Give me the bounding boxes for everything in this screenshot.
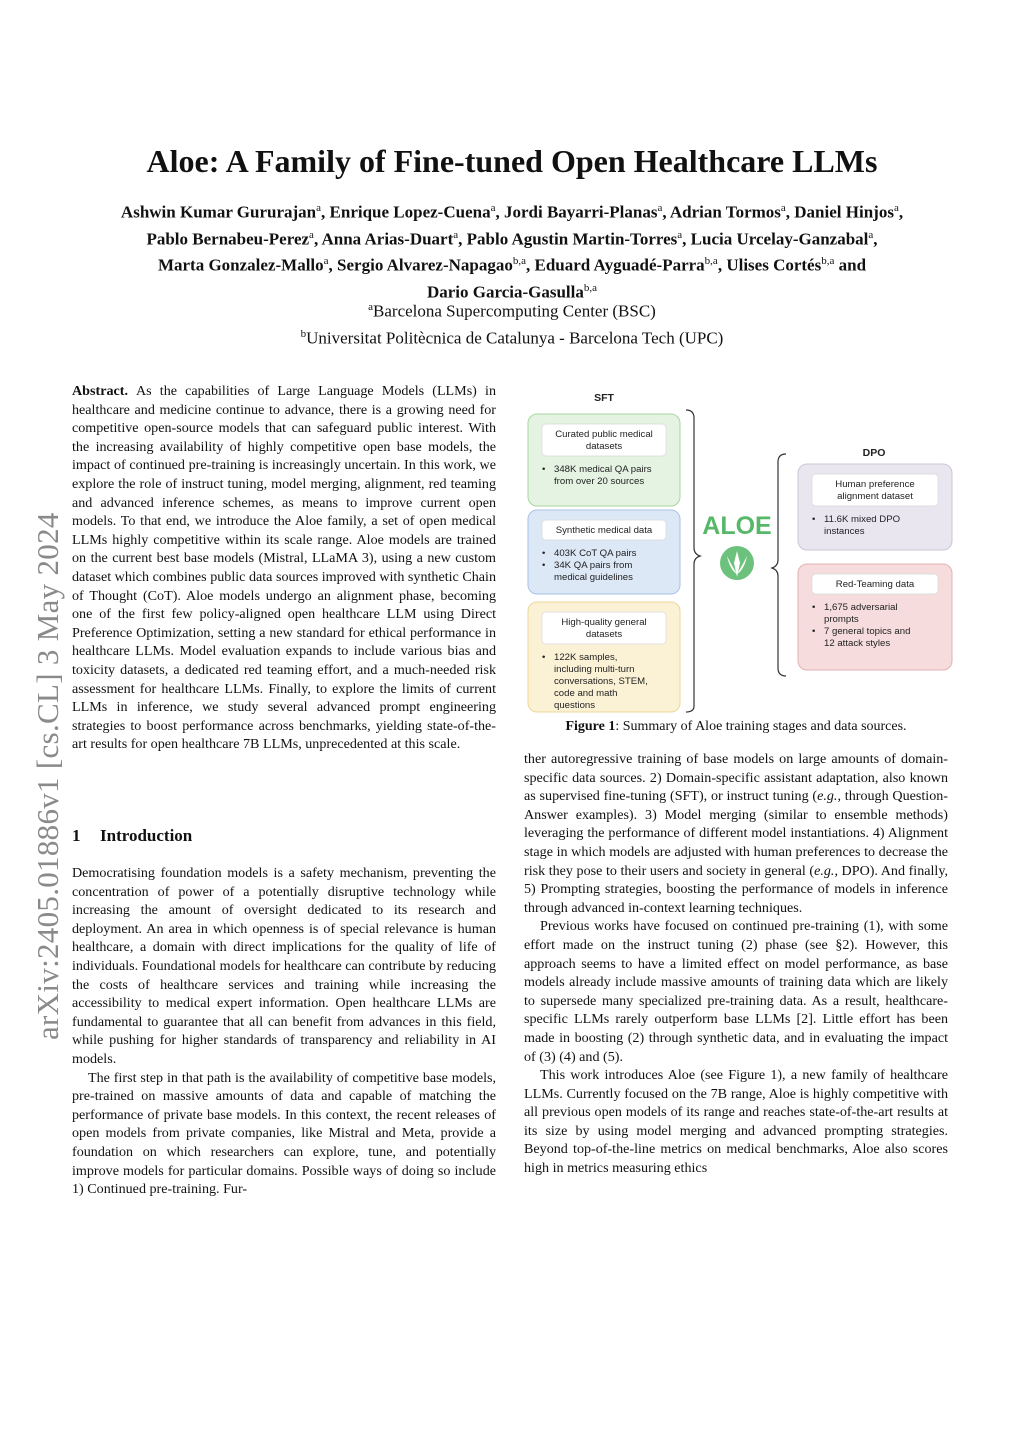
aloe-logo-icon xyxy=(720,546,754,580)
author-affiliation-mark: a xyxy=(780,202,786,214)
dpo-boxes xyxy=(798,464,952,670)
box-title: Curated public medical xyxy=(555,429,653,440)
box-bullet: from over 20 sources xyxy=(554,476,645,487)
author: Enrique Lopez-Cuena xyxy=(329,202,491,222)
bullet-icon: • xyxy=(812,514,816,525)
author: Ashwin Kumar Gururajan xyxy=(120,202,317,222)
author: Anna Arias-Duart xyxy=(321,229,454,249)
dpo-bracket xyxy=(772,454,786,676)
author-affiliation-mark: a xyxy=(453,228,459,241)
affiliation-name: Barcelona Supercomputing Center (BSC) xyxy=(373,301,656,321)
bullet-icon: • xyxy=(542,652,546,663)
figure-caption-label: Figure 1 xyxy=(565,719,616,734)
bullet-icon: • xyxy=(812,626,816,637)
section-title: Introduction xyxy=(100,826,193,845)
figure-caption-text: : Summary of Aloe training stages and data sources. xyxy=(615,719,907,734)
data-source-box xyxy=(798,464,952,550)
affiliation xyxy=(60,323,964,350)
box-bullet: 122K samples, xyxy=(554,652,618,663)
box-bullet: instances xyxy=(824,526,865,537)
box-title: High-quality general xyxy=(561,617,647,628)
introduction-heading xyxy=(72,827,496,846)
box-bullet: conversations, STEM, xyxy=(554,676,648,687)
sft-bracket xyxy=(686,410,700,712)
section-number: 1 xyxy=(72,826,81,845)
and-word: and xyxy=(838,255,867,275)
box-bullet: 11.6K mixed DPO xyxy=(824,514,901,525)
box-bullet: 7 general topics and xyxy=(824,626,911,637)
figure-1-diagram xyxy=(524,388,958,716)
paragraph: The first step in that path is the availability of competitive base models, pre-trained on massive amounts of data and capable of matching the performance of private base models. In this context, the recent releases of open models from private companies, like Mistral and Meta, provide a foundation on which researchers can explore, tune, and potentially improve models for particular domains. Possible ways of doing so include 1) Continued pre-training. Fur- xyxy=(72,1069,496,1198)
author-affiliation-mark: a xyxy=(657,202,663,214)
author: Pablo Bernabeu-Perez xyxy=(146,229,310,249)
data-source-box xyxy=(798,564,952,670)
data-source-box xyxy=(528,414,680,506)
box-bullet: medical guidelines xyxy=(554,572,633,583)
box-bullet: 403K CoT QA pairs xyxy=(554,548,637,559)
affiliation-name: Universitat Politècnica de Catalunya - Barcelona Tech (UPC) xyxy=(306,328,724,348)
author-list: Ashwin Kumar Gururajan$^a$, Enrique Lopez-Cuena$^a$, Jordi Bayarri-Planas$^a$, Adrian Tormos$^a$, Daniel Hinjos$^a$, Pablo Bernabeu-Perez$^a$, Anna Arias-Duart$^a$, Pablo Agustin Martin-Torres$^a$, Lucia Urcelay-Ganzabal$^a$, Marta Gonzalez-Mallo$^a$, Sergio Alvarez-Napagao$^{b,a}$, Eduard Ayguadé-Parra$^{b,a}$, Ulises Cortés$^{b,a}$ and Dario Garcia-Gasulla$^{b,a}$ xyxy=(120,202,904,302)
author-affiliation-mark: a xyxy=(316,202,322,214)
paper-title: Aloe: A Family of Fine-tuned Open Healthcare LLMs xyxy=(146,143,878,179)
author-affiliation-mark: a xyxy=(323,255,329,268)
box-bullet: 34K QA pairs from xyxy=(554,560,633,571)
box-bullet: 12 attack styles xyxy=(824,638,891,649)
author-affiliation-mark: b,a xyxy=(583,281,598,294)
box-bullet: code and math xyxy=(554,688,618,699)
data-source-box xyxy=(528,510,680,594)
box-title: datasets xyxy=(585,629,623,640)
bullet-icon: • xyxy=(542,560,546,571)
box-title: Synthetic medical data xyxy=(555,525,653,536)
box-bullet: questions xyxy=(554,700,596,711)
affiliation-mark: b xyxy=(300,327,307,340)
author-affiliation-mark: a xyxy=(868,228,874,241)
affiliations xyxy=(60,296,964,349)
author-affiliation-mark: a xyxy=(893,202,899,214)
author: Pablo Agustin Martin-Torres xyxy=(466,229,678,249)
author: Jordi Bayarri-Planas xyxy=(503,202,658,222)
sft-label: SFT xyxy=(594,392,614,404)
paragraph: ther autoregressive training of base models on large amounts of domain-specific data sources. 2) Domain-specific assistant adaptation, also known as supervised fine-tuning (SFT), or instruct tuning (e.g., through Question-Answer examples). 3) Model merging (similar to ensemble methods) leveraging the performance of different model instantiations. 4) Alignment stage in which models are adjusted with human preferences to decrease the risk they pose to their users and society in general (e.g., DPO). And finally, 5) Prompting strategies, boosting the performance of models in inference through advanced in-context learning techniques. xyxy=(524,751,949,916)
author: Eduard Ayguadé-Parra xyxy=(534,255,705,275)
author-affiliation-mark: b,a xyxy=(704,255,718,268)
dpo-label: DPO xyxy=(862,447,886,459)
author: Lucia Urcelay-Ganzabal xyxy=(690,229,869,249)
bullet-icon: • xyxy=(542,548,546,559)
paragraph: Previous works have focused on continued pre-training (1), with some effort made on the instruct tuning (2) phase (see §2). However, this approach seems to have a limited effect on model performance, as base models already include massive amounts of training data which are likely to supersede many specialized pre-training data. As a result, healthcare-specific LLMs rarely outperform base LLMs [2]. Little effort has been made in boosting (2) through synthetic data, and in evaluating the impact of (3) (4) and (5). xyxy=(524,918,948,1065)
author: Adrian Tormos xyxy=(669,202,781,222)
author-affiliation-mark: a xyxy=(677,228,683,241)
author: Dario Garcia-Gasulla xyxy=(426,282,584,302)
affiliation-mark: a xyxy=(368,301,374,313)
author-affiliation-mark: b,a xyxy=(821,255,835,268)
data-source-box xyxy=(528,602,680,712)
author: Sergio Alvarez-Napagao xyxy=(337,255,513,275)
paragraph: This work introduces Aloe (see Figure 1), a new family of healthcare LLMs. Currently focused on the 7B range, Aloe is highly competitive with all previous open models of its range and reaches state-of-the-art results at its size by using model merging and advanced prompting strategies. Beyond top-of-the-line metrics on medical benchmarks, Aloe also scores high in metrics measuring ethics xyxy=(524,1067,948,1177)
introduction-right-text xyxy=(524,750,948,1178)
box-bullet: prompts xyxy=(824,614,859,625)
author: Daniel Hinjos xyxy=(794,202,894,222)
box-title: alignment dataset xyxy=(837,491,913,502)
author: Marta Gonzalez-Mallo xyxy=(157,255,324,275)
abstract-text: As the capabilities of Large Language Models (LLMs) in healthcare and medicine continue to advance, there is a growing need for competitive open-source models that can safeguard public interest. With the increasing availability of highly competitive open base models, the impact of continued pre-training is increasingly uncertain. In this work, we explore the role of instruct tuning, model merging, alignment, red teaming and advanced inference schemes, as means to improve current open models. To that end, we introduce the Aloe family, a set of open medical LLMs highly competitive within its scale range. Aloe models are trained on the current best base models (Mistral, LLaMA 3), using a new custom dataset which combines public data sources improved with synthetic Chain of Thought (CoT). Aloe models undergo an alignment phase, becoming one of the first few policy-aligned open healthcare LLM using Direct Preference Optimization, setting a new standard for ethical performance in healthcare LLMs. Model evaluation expands to include various bias and toxicity datasets, a dedicated red teaming effort, and a much-needed risk assessment for healthcare LLMs. Finally, to explore the limits of current LLMs in inference, we study several advanced prompt engineering strategies to boost performance across benchmarks, yielding state-of-the-art results for open healthcare 7B LLMs, unprecedented at this scale. xyxy=(72,383,496,753)
author-affiliation-mark: b,a xyxy=(512,255,526,268)
author-affiliation-mark: a xyxy=(490,202,496,214)
sft-boxes xyxy=(528,414,680,712)
author: Ulises Cortés xyxy=(726,255,822,275)
box-bullet: 348K medical QA pairs xyxy=(554,464,652,475)
paragraph: Democratising foundation models is a safety mechanism, preventing the concentration of power of a potentially disruptive technology while increasing the amount of oversight dedicated to its research and deployment. An area in which openness is of special relevance is human healthcare, a domain with direct implications for the quality of life of individuals. Foundational models for healthcare can contribute by reducing the costs of healthcare services and training while increasing the accessibility to medical expert information. Open healthcare LLMs are fundamental to guarantee that all can benefit from advances in this field, while pushing for higher standards of transparency and reliability in AI models. xyxy=(72,865,496,1067)
abstract-label: Abstract. xyxy=(72,383,128,399)
box-title: Red-Teaming data xyxy=(835,579,915,590)
box-bullet: including multi-turn xyxy=(554,664,635,675)
box-title: datasets xyxy=(585,441,623,452)
introduction-left-text xyxy=(72,864,496,1199)
aloe-logo-text: ALOE xyxy=(702,512,772,540)
bullet-icon: • xyxy=(542,464,546,475)
author-affiliation-mark: a xyxy=(309,228,314,241)
bullet-icon: • xyxy=(812,602,816,613)
box-bullet: 1,675 adversarial xyxy=(824,602,898,613)
abstract xyxy=(72,382,496,754)
box-title: Human preference xyxy=(835,479,915,490)
figure-caption xyxy=(524,719,948,735)
affiliation xyxy=(60,296,964,323)
arxiv-identifier: arXiv:2405.01886v1 [cs.CL] 3 May 2024 xyxy=(30,512,65,1040)
